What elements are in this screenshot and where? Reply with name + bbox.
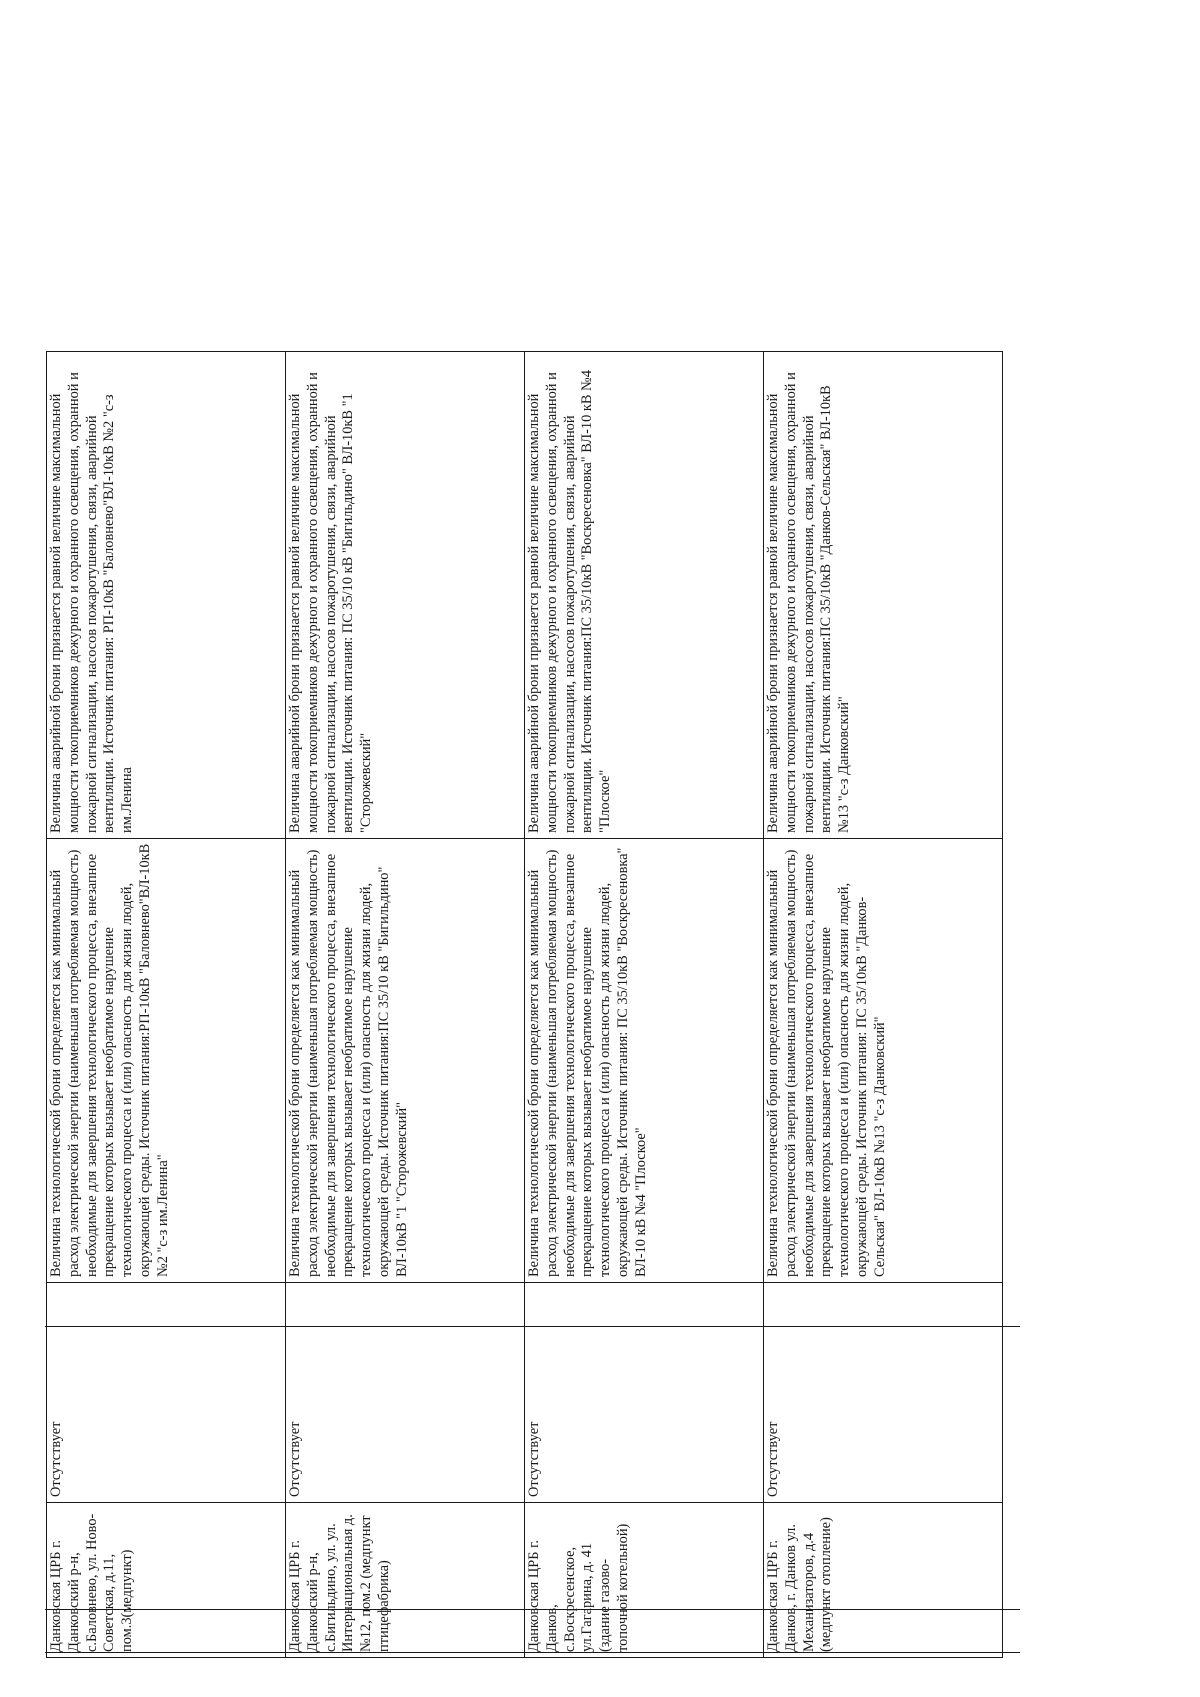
tech-reserve-cell: Величина технологической брони определяется как минимальный расход электрической энергии (наименьшая потребляемая мощность) необходимые для завершения технологического процесса, внезапное прекращение которых вызывает необратимое нарушение технологического процесса и (или) опасность для жизни людей, окружающей среды. Источник питания: ПС 35/10кВ "Воскресеновка" ВЛ-10 кВ №4 "Плоское" <box>525 839 764 1283</box>
tech-reserve-cell: Величина технологической брони определяется как минимальный расход электрической энергии (наименьшая потребляемая мощность) необходимые для завершения технологического процесса, внезапное прекращение которых вызывает необратимое нарушение технологического процесса и (или) опасность для жизни людей, окружающей среды. Источник питания:ПС 35/10 кВ "Бигильдино" ВЛ-10кВ "1 "Сторожевский" <box>286 839 525 1283</box>
separator-line <box>45 1652 1020 1653</box>
tech-reserve-cell: Величина технологической брони определяется как минимальный расход электрической энергии (наименьшая потребляемая мощность) необходимые для завершения технологического процесса, внезапное прекращение которых вызывает необратимое нарушение технологического процесса и (или) опасность для жизни людей, окружающей среды. Источник питания:РП-10кВ "Баловнево"ВЛ-10кВ №2 "с-з им.Ленина" <box>47 839 286 1283</box>
separator-line <box>45 1326 1020 1327</box>
table-row <box>525 352 764 1658</box>
status-cell: Отсутствует <box>764 1283 1003 1503</box>
location-cell: Данковская ЦРБ г. Данков, с.Воскресенское, ул.Гагарина, д. 41 (здание газово-топочной котельной) <box>525 1503 764 1658</box>
location-cell: Данковская ЦРБ г. Данковский р-н, с.Баловнево, ул. Ново-Советская, д.11, пом.3(медпункт) <box>47 1503 286 1658</box>
table-row <box>47 352 286 1658</box>
location-cell: Данковская ЦРБ г. Данков, г. Данков ул. Механизаторов, д.4 (медпункт отопление) <box>764 1503 1003 1658</box>
tech-reserve-cell: Величина технологической брони определяется как минимальный расход электрической энергии (наименьшая потребляемая мощность) необходимые для завершения технологического процесса, внезапное прекращение которых вызывает необратимое нарушение технологического процесса и (или) опасность для жизни людей, окружающей среды. Источник питания: ПС 35/10кВ "Данков-Сельская" ВЛ-10кВ №13 "с-з Данковский" <box>764 839 1003 1283</box>
emergency-reserve-cell: Величина аварийной брони признается равной величине максимальной мощности токоприемников дежурного и охранного освещения, охранной и пожарной сигнализации, насосов пожаротушения, связи, аварийной вентиляции. Источник питания: ПС 35/10 кВ "Бигильдино" ВЛ-10кВ "1 "Сторожевский" <box>286 352 525 839</box>
emergency-reserve-cell: Величина аварийной брони признается равной величине максимальной мощности токоприемников дежурного и охранного освещения, охранной и пожарной сигнализации, насосов пожаротушения, связи, аварийной вентиляции. Источник питания:ПС 35/10кВ "Данков-Сельская" ВЛ-10кВ №13 "с-з Данковский" <box>764 352 1003 839</box>
table-row <box>764 352 1003 1658</box>
power-reserve-table <box>46 351 1003 1658</box>
separator-line <box>45 1609 1020 1610</box>
emergency-reserve-cell: Величина аварийной брони признается равной величине максимальной мощности токоприемников дежурного и охранного освещения, охранной и пожарной сигнализации, насосов пожаротушения, связи, аварийной вентиляции. Источник питания:ПС 35/10кВ "Воскресеновка" ВЛ-10 кВ №4 "Плоское" <box>525 352 764 839</box>
status-cell: Отсутствует <box>47 1283 286 1503</box>
status-cell: Отсутствует <box>286 1283 525 1503</box>
status-cell: Отсутствует <box>525 1283 764 1503</box>
location-cell: Данковская ЦРБ г. Данковский р-н, с.Бигильдино, ул. ул. Интернациональная д.№12, пом.2 (медпункт птицефабрика) <box>286 1503 525 1658</box>
table-row <box>286 352 525 1658</box>
emergency-reserve-cell: Величина аварийной брони признается равной величине максимальной мощности токоприемников дежурного и охранного освещения, охранной и пожарной сигнализации, насосов пожаротушения, связи, аварийной вентиляции. Источник питания: РП-10кВ "Баловнево"ВЛ-10кВ №2 "с-з им.Ленина <box>47 352 286 839</box>
